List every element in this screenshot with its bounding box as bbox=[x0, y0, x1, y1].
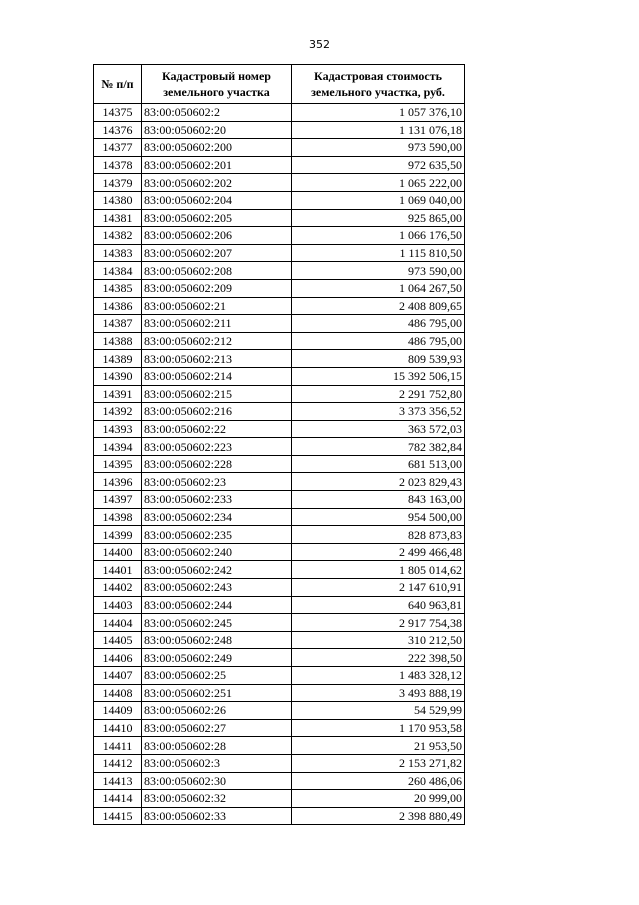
header-cadastral-number bbox=[142, 65, 292, 104]
row-number: 14404 bbox=[94, 614, 142, 632]
cadastral-value: 972 635,50 bbox=[292, 156, 465, 174]
cadastral-number: 83:00:050602:208 bbox=[142, 262, 292, 280]
table-row bbox=[94, 526, 465, 544]
row-number: 14376 bbox=[94, 121, 142, 139]
row-number: 14411 bbox=[94, 737, 142, 755]
cadastral-number: 83:00:050602:201 bbox=[142, 156, 292, 174]
table-row bbox=[94, 737, 465, 755]
cadastral-number: 83:00:050602:28 bbox=[142, 737, 292, 755]
table-row bbox=[94, 649, 465, 667]
table-row bbox=[94, 104, 465, 122]
cadastral-value: 363 572,03 bbox=[292, 420, 465, 438]
row-number: 14400 bbox=[94, 543, 142, 561]
row-number: 14394 bbox=[94, 438, 142, 456]
cadastral-value: 2 023 829,43 bbox=[292, 473, 465, 491]
cadastral-value: 1 170 953,58 bbox=[292, 719, 465, 737]
cadastral-number: 83:00:050602:204 bbox=[142, 191, 292, 209]
table-row bbox=[94, 297, 465, 315]
row-number: 14405 bbox=[94, 631, 142, 649]
table-row bbox=[94, 702, 465, 720]
table-row bbox=[94, 367, 465, 385]
table-row bbox=[94, 438, 465, 456]
table-row bbox=[94, 719, 465, 737]
cadastral-number: 83:00:050602:215 bbox=[142, 385, 292, 403]
table-row bbox=[94, 174, 465, 192]
row-number: 14385 bbox=[94, 279, 142, 297]
cadastral-value: 1 057 376,10 bbox=[292, 104, 465, 122]
row-number: 14386 bbox=[94, 297, 142, 315]
row-number: 14395 bbox=[94, 455, 142, 473]
cadastral-number: 83:00:050602:235 bbox=[142, 526, 292, 544]
cadastral-number: 83:00:050602:211 bbox=[142, 315, 292, 333]
table-row bbox=[94, 631, 465, 649]
cadastral-number: 83:00:050602:228 bbox=[142, 455, 292, 473]
cadastral-value: 310 212,50 bbox=[292, 631, 465, 649]
table-header bbox=[94, 65, 465, 104]
row-number: 14415 bbox=[94, 807, 142, 825]
cadastral-number: 83:00:050602:27 bbox=[142, 719, 292, 737]
table-row bbox=[94, 491, 465, 509]
row-number: 14412 bbox=[94, 754, 142, 772]
cadastral-value: 640 963,81 bbox=[292, 596, 465, 614]
table-row bbox=[94, 754, 465, 772]
row-number: 14390 bbox=[94, 367, 142, 385]
cadastral-number: 83:00:050602:223 bbox=[142, 438, 292, 456]
table-row bbox=[94, 667, 465, 685]
cadastral-number: 83:00:050602:25 bbox=[142, 667, 292, 685]
table-row bbox=[94, 121, 465, 139]
table-row bbox=[94, 156, 465, 174]
table-row bbox=[94, 579, 465, 597]
cadastral-value: 486 795,00 bbox=[292, 332, 465, 350]
row-number: 14410 bbox=[94, 719, 142, 737]
table-row bbox=[94, 191, 465, 209]
row-number: 14402 bbox=[94, 579, 142, 597]
table-row bbox=[94, 455, 465, 473]
table-row bbox=[94, 508, 465, 526]
cadastral-value: 21 953,50 bbox=[292, 737, 465, 755]
cadastral-value: 2 291 752,80 bbox=[292, 385, 465, 403]
row-number: 14408 bbox=[94, 684, 142, 702]
cadastral-number: 83:00:050602:2 bbox=[142, 104, 292, 122]
table-row bbox=[94, 139, 465, 157]
cadastral-number: 83:00:050602:244 bbox=[142, 596, 292, 614]
cadastral-value: 954 500,00 bbox=[292, 508, 465, 526]
table-row bbox=[94, 332, 465, 350]
cadastral-value: 1 131 076,18 bbox=[292, 121, 465, 139]
row-number: 14387 bbox=[94, 315, 142, 333]
cadastral-number: 83:00:050602:243 bbox=[142, 579, 292, 597]
table-row bbox=[94, 385, 465, 403]
table-row bbox=[94, 209, 465, 227]
header-row bbox=[94, 65, 465, 104]
cadastral-number: 83:00:050602:32 bbox=[142, 790, 292, 808]
cadastral-value: 222 398,50 bbox=[292, 649, 465, 667]
row-number: 14392 bbox=[94, 403, 142, 421]
row-number: 14406 bbox=[94, 649, 142, 667]
row-number: 14398 bbox=[94, 508, 142, 526]
cadastral-value: 2 499 466,48 bbox=[292, 543, 465, 561]
cadastral-value: 843 163,00 bbox=[292, 491, 465, 509]
cadastral-value: 828 873,83 bbox=[292, 526, 465, 544]
row-number: 14389 bbox=[94, 350, 142, 368]
cadastral-number: 83:00:050602:209 bbox=[142, 279, 292, 297]
cadastral-value: 1 115 810,50 bbox=[292, 244, 465, 262]
row-number: 14401 bbox=[94, 561, 142, 579]
cadastral-number: 83:00:050602:206 bbox=[142, 227, 292, 245]
cadastral-value: 1 483 328,12 bbox=[292, 667, 465, 685]
table-row bbox=[94, 473, 465, 491]
table-row bbox=[94, 227, 465, 245]
table-row bbox=[94, 420, 465, 438]
row-number: 14377 bbox=[94, 139, 142, 157]
cadastral-value: 2 398 880,49 bbox=[292, 807, 465, 825]
cadastral-value: 3 493 888,19 bbox=[292, 684, 465, 702]
row-number: 14396 bbox=[94, 473, 142, 491]
row-number: 14375 bbox=[94, 104, 142, 122]
row-number: 14397 bbox=[94, 491, 142, 509]
cadastral-number: 83:00:050602:3 bbox=[142, 754, 292, 772]
table-row bbox=[94, 244, 465, 262]
header-cadastral-value-line1: Кадастровая стоимость bbox=[314, 69, 442, 83]
row-number: 14391 bbox=[94, 385, 142, 403]
cadastral-value: 973 590,00 bbox=[292, 262, 465, 280]
cadastral-number: 83:00:050602:234 bbox=[142, 508, 292, 526]
header-num: № п/п bbox=[94, 65, 142, 104]
row-number: 14388 bbox=[94, 332, 142, 350]
cadastral-number: 83:00:050602:212 bbox=[142, 332, 292, 350]
row-number: 14414 bbox=[94, 790, 142, 808]
page-number: 352 bbox=[309, 38, 330, 51]
cadastral-number: 83:00:050602:33 bbox=[142, 807, 292, 825]
row-number: 14383 bbox=[94, 244, 142, 262]
cadastral-number: 83:00:050602:242 bbox=[142, 561, 292, 579]
cadastral-number: 83:00:050602:22 bbox=[142, 420, 292, 438]
cadastral-value: 1 064 267,50 bbox=[292, 279, 465, 297]
header-cadastral-value-line2: земельного участка, руб. bbox=[311, 85, 445, 99]
table-row bbox=[94, 772, 465, 790]
cadastral-number: 83:00:050602:240 bbox=[142, 543, 292, 561]
table-row bbox=[94, 350, 465, 368]
cadastral-value: 925 865,00 bbox=[292, 209, 465, 227]
cadastral-value: 260 486,06 bbox=[292, 772, 465, 790]
row-number: 14378 bbox=[94, 156, 142, 174]
row-number: 14382 bbox=[94, 227, 142, 245]
cadastral-number: 83:00:050602:202 bbox=[142, 174, 292, 192]
cadastral-number: 83:00:050602:214 bbox=[142, 367, 292, 385]
cadastral-value: 809 539,93 bbox=[292, 350, 465, 368]
cadastral-value: 2 147 610,91 bbox=[292, 579, 465, 597]
cadastral-number: 83:00:050602:26 bbox=[142, 702, 292, 720]
header-cadastral-number-line2: земельного участка bbox=[163, 85, 270, 99]
table-row bbox=[94, 561, 465, 579]
cadastral-number: 83:00:050602:216 bbox=[142, 403, 292, 421]
cadastral-value: 681 513,00 bbox=[292, 455, 465, 473]
cadastral-number: 83:00:050602:233 bbox=[142, 491, 292, 509]
table-row bbox=[94, 684, 465, 702]
cadastral-number: 83:00:050602:200 bbox=[142, 139, 292, 157]
cadastral-number: 83:00:050602:207 bbox=[142, 244, 292, 262]
cadastral-value: 486 795,00 bbox=[292, 315, 465, 333]
cadastral-number: 83:00:050602:245 bbox=[142, 614, 292, 632]
row-number: 14380 bbox=[94, 191, 142, 209]
cadastral-value: 782 382,84 bbox=[292, 438, 465, 456]
table-row bbox=[94, 790, 465, 808]
table-row bbox=[94, 403, 465, 421]
row-number: 14381 bbox=[94, 209, 142, 227]
cadastral-value: 1 069 040,00 bbox=[292, 191, 465, 209]
table-row bbox=[94, 807, 465, 825]
cadastral-number: 83:00:050602:251 bbox=[142, 684, 292, 702]
cadastral-number: 83:00:050602:205 bbox=[142, 209, 292, 227]
table-row bbox=[94, 614, 465, 632]
cadastral-value: 2 408 809,65 bbox=[292, 297, 465, 315]
table-body bbox=[94, 104, 465, 825]
table-row bbox=[94, 315, 465, 333]
header-cadastral-number-line1: Кадастровый номер bbox=[162, 69, 271, 83]
table-row bbox=[94, 262, 465, 280]
row-number: 14403 bbox=[94, 596, 142, 614]
cadastral-value: 3 373 356,52 bbox=[292, 403, 465, 421]
cadastral-value: 1 805 014,62 bbox=[292, 561, 465, 579]
row-number: 14379 bbox=[94, 174, 142, 192]
row-number: 14409 bbox=[94, 702, 142, 720]
cadastral-value: 973 590,00 bbox=[292, 139, 465, 157]
cadastral-number: 83:00:050602:20 bbox=[142, 121, 292, 139]
cadastral-value: 2 917 754,38 bbox=[292, 614, 465, 632]
header-cadastral-value bbox=[292, 65, 465, 104]
cadastral-value: 2 153 271,82 bbox=[292, 754, 465, 772]
row-number: 14413 bbox=[94, 772, 142, 790]
cadastral-number: 83:00:050602:249 bbox=[142, 649, 292, 667]
cadastral-number: 83:00:050602:30 bbox=[142, 772, 292, 790]
cadastral-number: 83:00:050602:21 bbox=[142, 297, 292, 315]
cadastral-value: 20 999,00 bbox=[292, 790, 465, 808]
cadastral-value-table bbox=[93, 64, 465, 825]
table-row bbox=[94, 596, 465, 614]
cadastral-value: 15 392 506,15 bbox=[292, 367, 465, 385]
cadastral-number: 83:00:050602:248 bbox=[142, 631, 292, 649]
row-number: 14384 bbox=[94, 262, 142, 280]
row-number: 14393 bbox=[94, 420, 142, 438]
row-number: 14407 bbox=[94, 667, 142, 685]
row-number: 14399 bbox=[94, 526, 142, 544]
cadastral-value: 1 066 176,50 bbox=[292, 227, 465, 245]
cadastral-number: 83:00:050602:213 bbox=[142, 350, 292, 368]
cadastral-value: 54 529,99 bbox=[292, 702, 465, 720]
cadastral-value: 1 065 222,00 bbox=[292, 174, 465, 192]
table-row bbox=[94, 543, 465, 561]
cadastral-number: 83:00:050602:23 bbox=[142, 473, 292, 491]
table-row bbox=[94, 279, 465, 297]
